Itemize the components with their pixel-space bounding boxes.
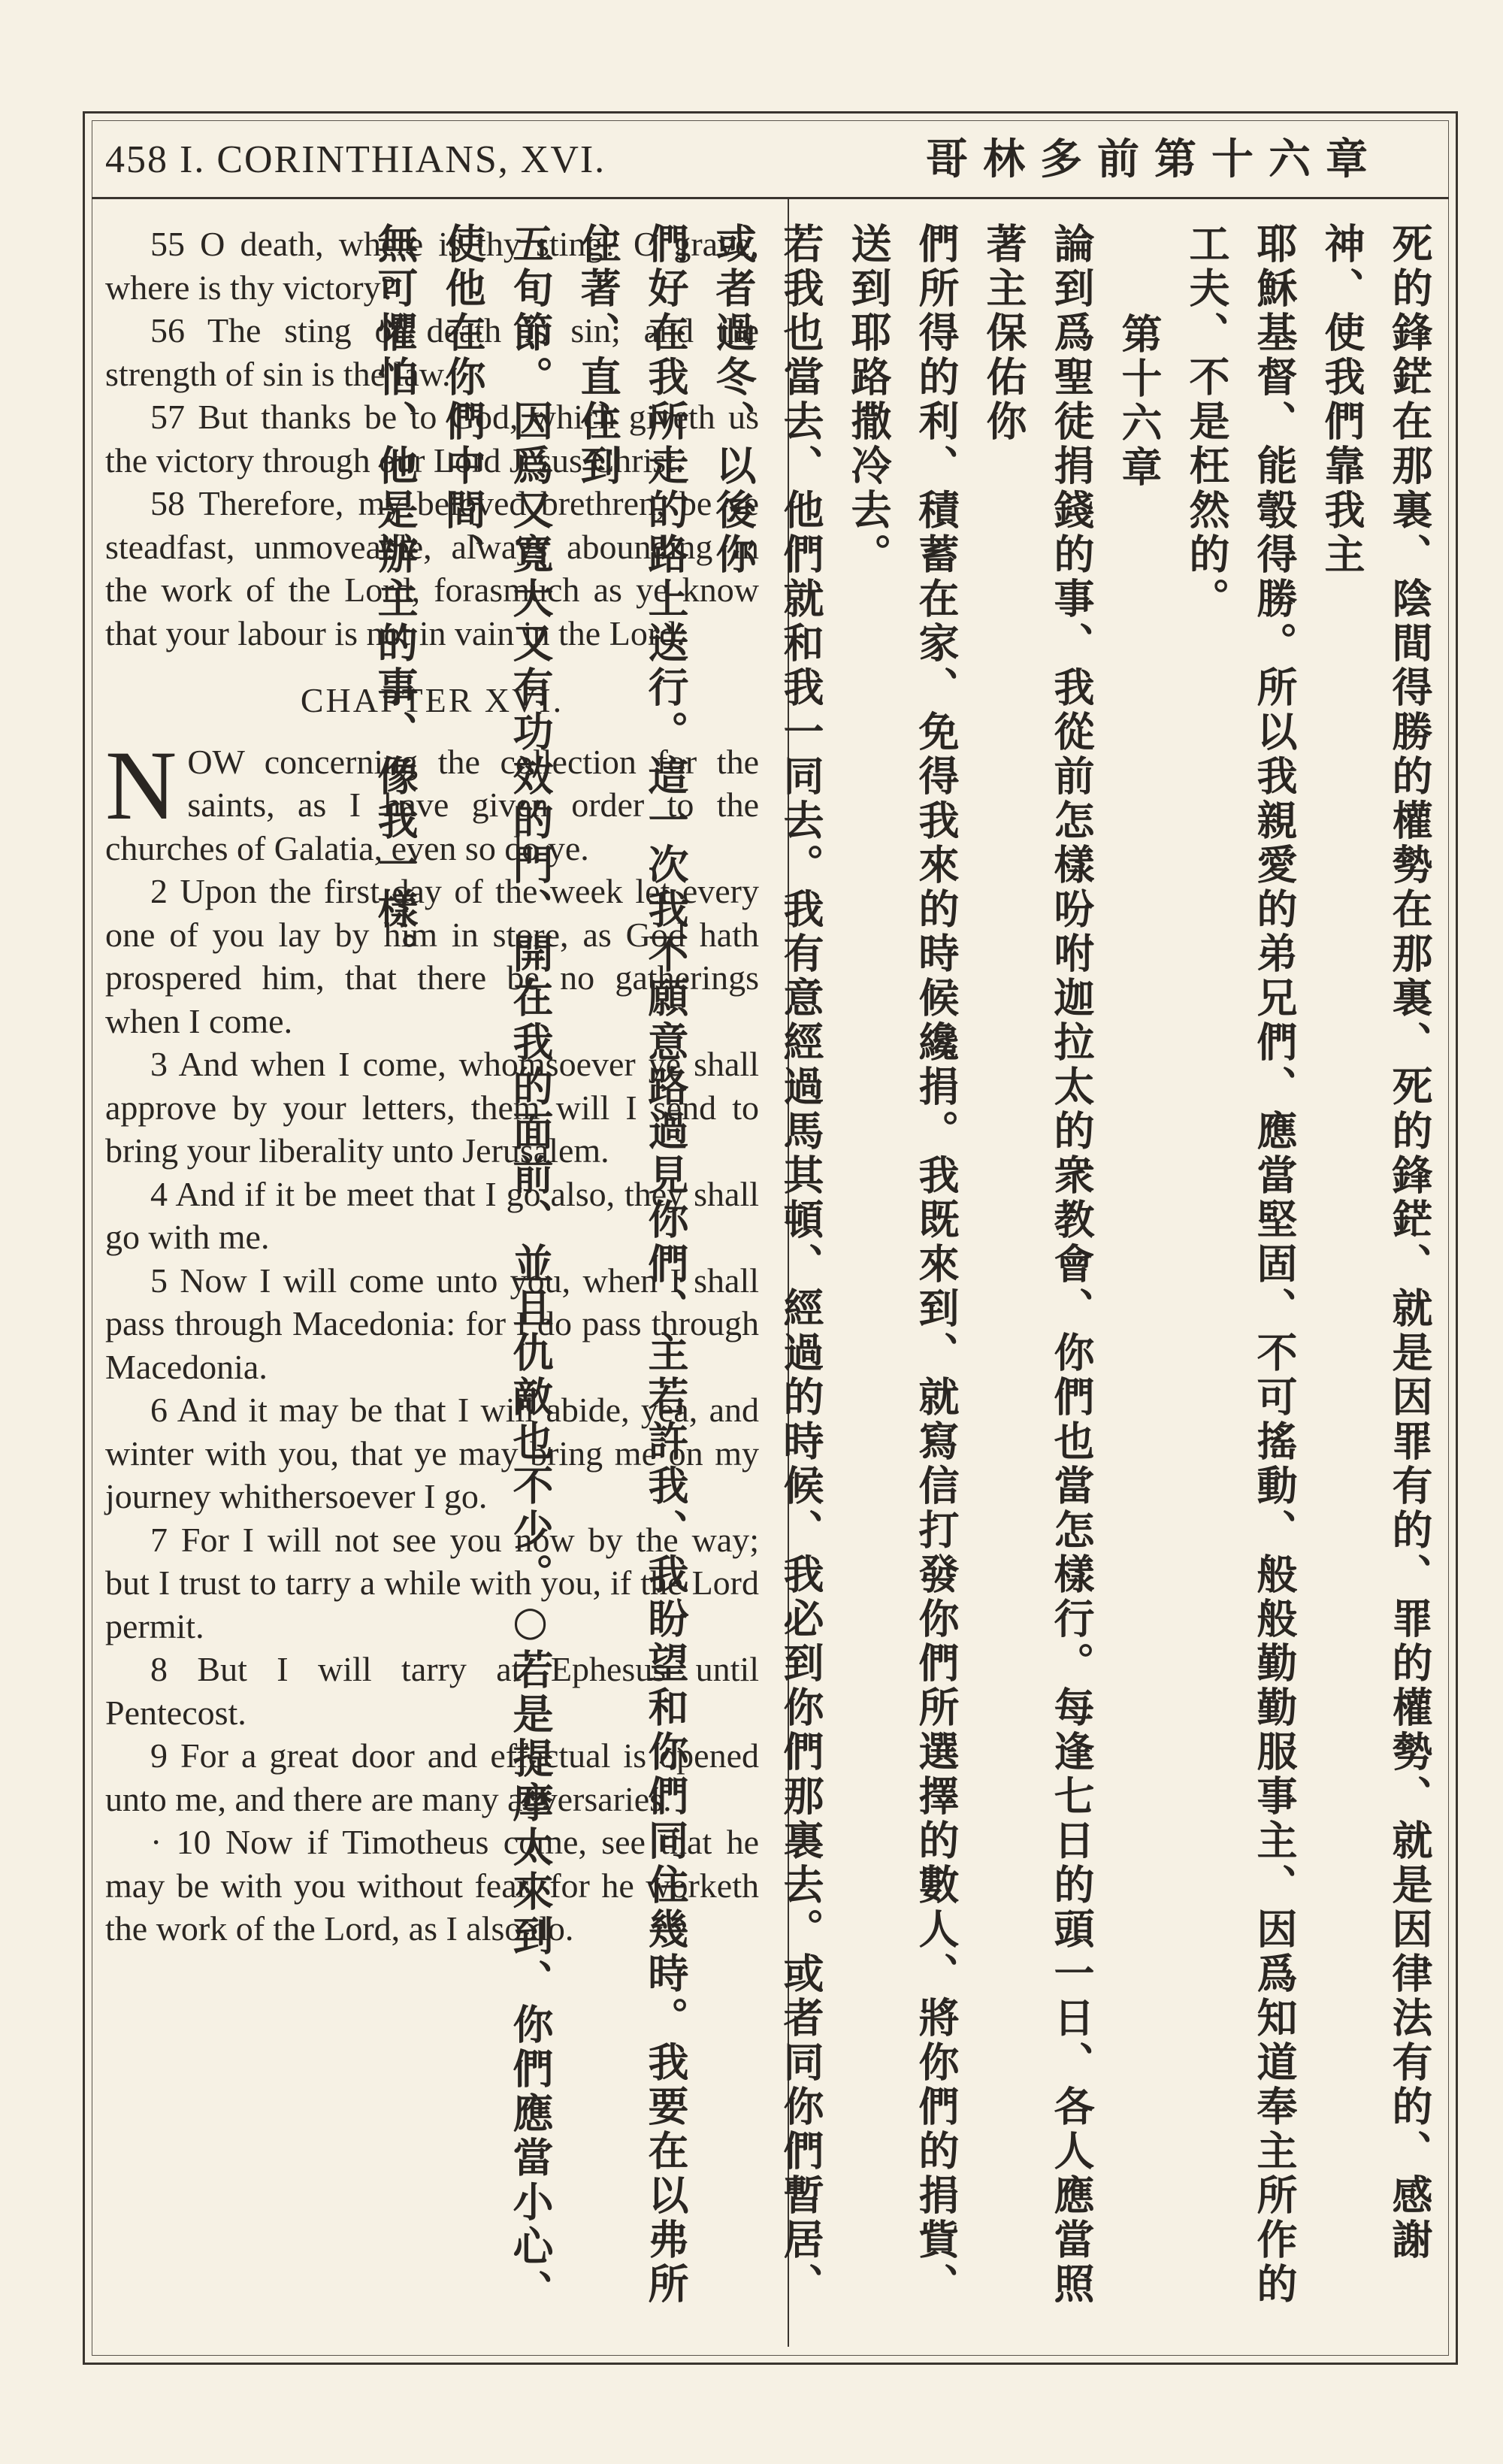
verse-58: 58 Therefore, my beloved brethren, be ye steadfast, unmoveable, always abounding in the work of the Lord, forasmuch as ye know that your labour is not in vain in the Lord. (105, 484, 759, 652)
chinese-column-8: 無可懼怕、他是辦主的事、像我一樣。 (371, 222, 419, 976)
chinese-column-5: 若我也當去、他們就和我一同去。我有意經過馬其頓、經過的時候、我必到你們那裏去。或者同你們暫居、或者過冬、以後你 (709, 222, 824, 2307)
drop-cap: N (105, 729, 177, 840)
chinese-column-7: 五旬節。因爲又寬大又有功效的門、開在我的面前、並且仇敵也不少。○若是提摩太來到、你們應當小心、使他在你們中間、 (439, 222, 554, 2314)
verse-1-text: OW concerning the collection for the saints, as I have given order to the churches of Galatia, even so do ye. (105, 742, 759, 867)
verse-56: 56 The sting of death is sin; and the strength of sin is the law. (105, 311, 759, 393)
verse-9: 9 For a great door and effectual is opened unto me, and there are many adversaries. (105, 1736, 759, 1818)
chinese-chapter-heading: 第十六章 (1115, 313, 1163, 490)
chinese-column-6: 們好在我所走的路上送行。這一次我不願意路過見你們、主若許我、我盼望和你們同住幾時。我要在以弗所住著、直住到 (574, 222, 689, 2307)
chinese-column-4: 們所得的利、積蓄在家、免得我來的時候纔捐。我既來到、就寫信打發你們所選擇的數人、將你們的捐貲、送到耶路撒冷去。 (845, 222, 960, 2307)
verse-55: 55 O death, where is thy sting? O grave, where is thy victory? (105, 225, 759, 307)
running-title-english: 458 I. CORINTHIANS, XVI. (105, 138, 606, 181)
chapter-heading: CHAPTER XVI. (300, 681, 564, 719)
verse-10: · 10 Now if Timotheus come, see that he may be with you without fear: for he worketh the work of the Lord, as I also do. (105, 1823, 759, 1948)
verse-5: 5 Now I will come unto you, when I shall pass through Macedonia: for I do pass through Macedonia. (105, 1261, 759, 1386)
chinese-column-3: 論到爲聖徒捐錢的事、我從前怎樣吩咐迦拉太的衆教會、你們也當怎樣行。每逢七日的頭一日、各人應當照著主保佑你 (980, 222, 1095, 2307)
header-rule (92, 197, 1449, 199)
running-title-chinese: 哥林多前第十六章 (926, 135, 1383, 184)
chinese-column-2: 耶穌基督、能彀得勝。所以我親愛的弟兄們、應當堅固、不可搖動、般般勤勤服事主、因爲知道奉主所作的工夫、不是枉然的。 (1183, 222, 1298, 2307)
chinese-column-1: 死的鋒鋩在那裏、陰間得勝的權勢在那裏、死的鋒鋩、就是因罪有的、罪的權勢、就是因律法有的、感謝神、使我們靠我主 (1318, 222, 1433, 2263)
verse-6: 6 And it may be that I will abide, yea, and winter with you, that ye may bring me on my journey whithersoever I go. (105, 1391, 759, 1515)
verse-4: 4 And if it be meet that I go also, they shall go with me. (105, 1174, 759, 1256)
verse-7: 7 For I will not see you now by the way; but I trust to tarry a while with you, if the Lord permit. (105, 1520, 759, 1645)
verse-3: 3 And when I come, whomsoever ye shall approve by your letters, them will I send to bring your liberality unto Jerusalem. (105, 1045, 759, 1170)
verse-57: 57 But thanks be to God, which giveth us the victory through our Lord Jesus Christ. (105, 398, 759, 480)
verse-8: 8 But I will tarry at Ephesus until Pentecost. (105, 1650, 759, 1732)
verse-2: 2 Upon the first day of the week let every one of you lay by him in store, as God hath prospered him, that there be no gatherings when I come. (105, 872, 759, 1040)
